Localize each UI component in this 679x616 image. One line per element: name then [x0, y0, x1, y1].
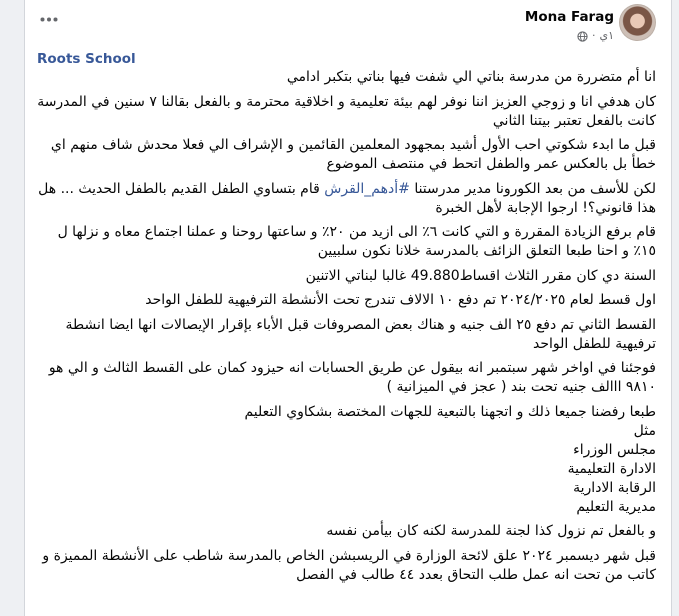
- post-meta: [525, 29, 614, 43]
- post-paragraph-12: قبل شهر ديسمبر ٢٠٢٤ علق لائحة الوزارة في الريسبشن الخاص بالمدرسة شاطب على الأنشطة المميزة و كاتب من تحت انه عمل طلب التحاق بعدد ٤٤ طالب في الفصل: [42, 547, 656, 583]
- hashtag-link[interactable]: #أدهم_القرش: [324, 180, 410, 197]
- tagged-page-link[interactable]: Roots School: [37, 51, 136, 67]
- list-item: مثل: [633, 422, 656, 439]
- post-paragraph-1: انا أم متضررة من مدرسة بناتي الي شفت فيها بناتي بتكبر ادامي: [286, 69, 656, 85]
- list-item: الرقابة الادارية: [573, 479, 656, 496]
- post-paragraph-2: كان هدفي انا و زوجي العزيز اننا نوفر لهم بيئة تعليمية و اخلاقية محترمة و بالفعل بقالنا ٧ سنين في المدرسة كانت بالفعل تعتبر بيتنا الثاني: [37, 93, 656, 129]
- paragraph-4-text-start: لكن للأسف من بعد الكورونا مدير مدرستنا: [414, 180, 656, 197]
- post-paragraph-6: السنة دي كان مقرر الثلاث اقساط49.880 غالبا لبناتي الاتنين: [305, 267, 656, 284]
- list-item: مجلس الوزراء: [573, 441, 656, 458]
- post-text: [37, 68, 656, 590]
- post-paragraph-5: قام برفع الزيادة المقررة و التي كانت ٦٪ الى ازيد من ٢٠٪ و ساعتها روحنا و عملنا اجتماع معاه و نزلها ل ١٥٪ و احنا طبعا التعلق الزائف بالمدرسة خلانا نكون سلبيين: [57, 224, 656, 259]
- post-paragraph-3: قبل ما ابدء شكوتي احب الأول أشيد بمجهود المعلمين القائمين و الإشراف الي فعلا محدش شاف منهم اي خطأ بل بالعكس عمر والطفل اتحط في منتصف الموضوع: [50, 137, 656, 172]
- author-name[interactable]: Mona Farag: [524, 9, 614, 25]
- post-paragraph-8: القسط الثاني تم دفع ٢٥ الف جنيه و هناك بعض المصروفات قبل الأباء بإقرار الإيصالات انها ايضا انشطة ترفيهية للطفل الواحد: [65, 316, 656, 352]
- paragraph-4-text-end: قام بتساوي الطفل القديم بالطفل الحديث ... هل هذا قانوني؟! ارجوا الإجابة لأهل الخبرة: [38, 180, 656, 216]
- post-timestamp[interactable]: ١ي: [599, 29, 614, 42]
- post-paragraph-10: طبعا رفضنا جميعا ذلك و اتجهنا بالتبعية للجهات المختصة بشكاوي التعليم: [244, 403, 656, 420]
- post-paragraph-4: [37, 180, 656, 218]
- avatar[interactable]: [619, 4, 656, 41]
- globe-icon: [577, 31, 588, 42]
- more-options-icon[interactable]: [39, 14, 59, 24]
- list-item: مديرية التعليم: [576, 498, 656, 515]
- post-paragraph-9: فوجئنا في اواخر شهر سبتمبر انه بيقول عن طريق الحسابات انه حيزود كمان على القسط الثالث و الي هو ٩٨١٠ ااالف جنيه تحت بند ( عجز في الميزانية ): [48, 360, 656, 395]
- meta-separator: ·: [591, 29, 596, 42]
- authorities-list: [37, 422, 656, 517]
- post-author-block: [525, 9, 614, 43]
- post-paragraph-7: اول قسط لعام ٢٠٢٤/٢٠٢٥ تم دفع ١٠ الالاف تندرج تحت الأنشطة الترفيهية للطفل الواحد: [145, 292, 656, 308]
- post-paragraph-11: و بالفعل تم نزول كذا لجنة للمدرسة لكنه كان بيأمن نفسه: [326, 523, 656, 539]
- post-card: [24, 0, 672, 616]
- list-item: الادارة التعليمية: [567, 460, 656, 477]
